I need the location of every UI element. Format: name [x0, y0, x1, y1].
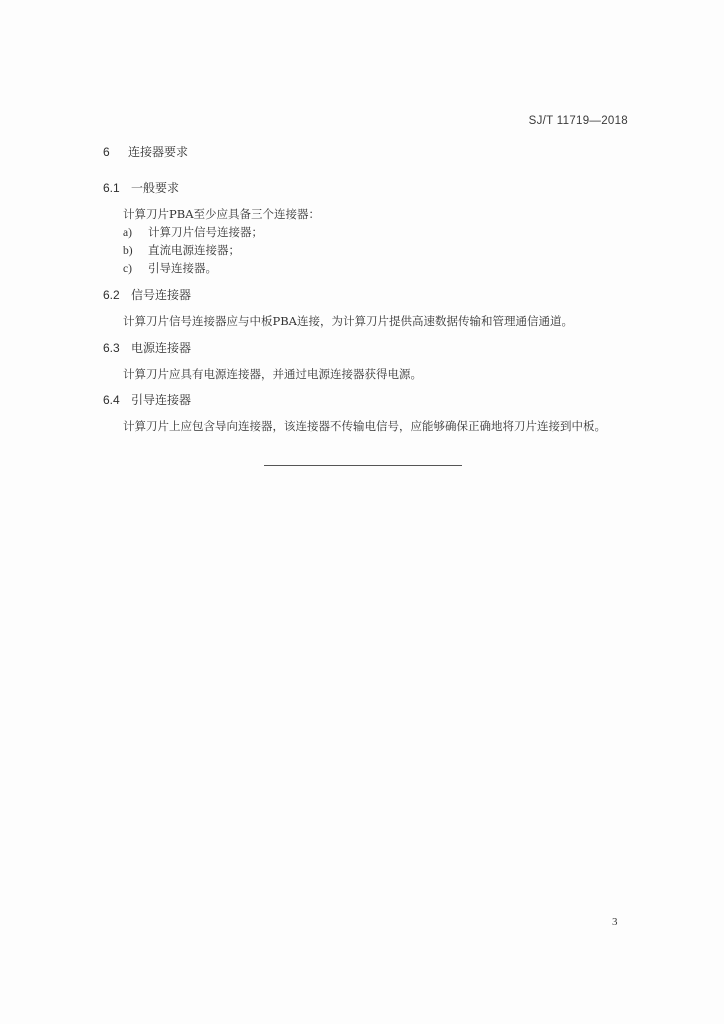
subsection-heading-6-2: [103, 286, 191, 303]
paragraph-6-1-intro: 计算刀片PBA至少应具备三个连接器：: [123, 207, 320, 221]
subsection-title: 信号连接器: [131, 288, 192, 302]
list-item-text: 计算刀片信号连接器；: [148, 225, 263, 239]
paragraph-6-4: 计算刀片上应包含导向连接器，该连接器不传输电信号，应能够确保正确地将刀片连接到中板。: [123, 419, 606, 433]
section-title: 连接器要求: [128, 145, 189, 159]
subsection-title: 引导连接器: [131, 393, 192, 407]
end-of-text-rule: [264, 465, 462, 466]
subsection-heading-6-4: [103, 391, 191, 408]
section-number: 6: [103, 145, 110, 159]
list-item: [123, 242, 240, 258]
subsection-heading-6-3: [103, 339, 191, 356]
list-item: [123, 224, 263, 240]
page-number: 3: [612, 916, 618, 928]
subsection-number: 6.3: [103, 341, 120, 355]
subsection-number: 6.2: [103, 288, 120, 302]
subsection-number: 6.1: [103, 181, 120, 195]
subsection-title: 一般要求: [131, 181, 180, 195]
list-marker: c): [123, 263, 132, 275]
list-item-text: 直流电源连接器；: [148, 243, 240, 257]
list-item: [123, 260, 217, 276]
paragraph-6-2: 计算刀片信号连接器应与中板PBA连接，为计算刀片提供高速数据传输和管理通信通道。: [123, 314, 573, 328]
list-marker: a): [123, 227, 132, 239]
subsection-title: 电源连接器: [131, 341, 192, 355]
paragraph-6-3: 计算刀片应具有电源连接器，并通过电源连接器获得电源。: [123, 367, 422, 381]
list-marker: b): [123, 245, 133, 257]
subsection-heading-6-1: [103, 179, 179, 196]
standard-number: SJ/T 11719—2018: [528, 115, 628, 127]
list-item-text: 引导连接器。: [148, 261, 217, 275]
section-heading-6: [103, 143, 188, 160]
subsection-number: 6.4: [103, 393, 120, 407]
